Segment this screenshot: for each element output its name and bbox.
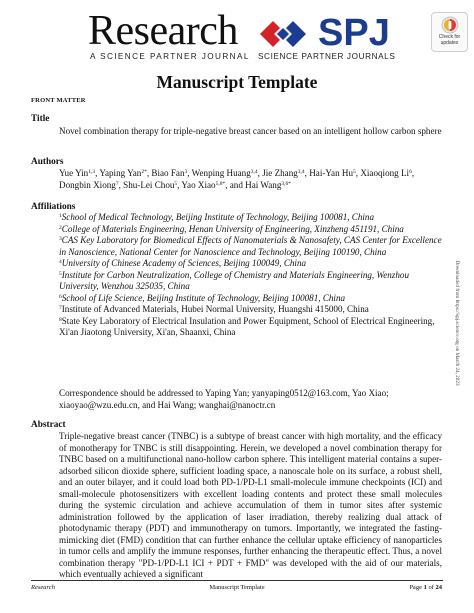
authors-list: Yue Yin$^{1,3}$, Yaping Yan$^{2*}$, Biao Fan$^3$, Wenping Huang$^{3,4}$, Jie Zhang$^{3,4}$, Hai-Yan Hu$^5$, Xiaoqiong Li$^6$, Dongbin Xiong$^7$, Shu-Lei Chou$^5$, Yao Xiao$^{5,8*}$, and Hai Wang$^{3,6*}$ [59,168,415,190]
affiliation-text: Institute of Advanced Materials, Hubei Normal University, Huangshi 415000, China [61,304,369,314]
affiliation-item [59,304,442,316]
affiliation-text: School of Medical Technology, Beijing Institute of Technology, Beijing 100081, China [61,212,375,222]
affiliation-item [59,270,442,293]
author-name: Biao Fan [151,168,185,178]
check-updates-icon [441,16,459,34]
affiliations-list [59,212,442,339]
author-affiliation-mark: 3 [184,169,188,175]
affiliation-item [59,212,442,224]
author-affiliation-mark: 6 [409,169,412,175]
affiliation-item [59,235,442,258]
affiliations-heading: Affiliations [31,202,76,212]
publisher-subtitle: SCIENCE PARTNER JOURNALS [258,52,396,61]
page-current: 1 [423,584,427,591]
author-name: Yao Xiao [181,179,216,190]
author-affiliation-mark: 3,6* [281,180,292,187]
journal-logo: Research [88,8,238,54]
affiliation-text: CAS Key Laboratory for Biomedical Effects of Nanomaterials & Nanosafety, CAS Center for Excellence in Nanoscience, National Center for Nanoscience and Technology, Beijing 100190, China [59,235,442,257]
author-affiliation-mark: 7 [115,180,119,187]
front-matter-label: FRONT MATTER [31,97,86,104]
title-heading: Title [31,114,50,124]
page-of: of [428,584,434,591]
author-name: Jie Zhang [262,168,298,178]
author-affiliation-mark: 5 [353,169,356,175]
author-affiliation-mark: 3,4 [297,169,305,175]
download-note-text: Downloaded from https://spj.science.org on March 24, 2023 [454,260,460,386]
footer-journal: Research [31,584,55,591]
author-name: Shu-Lei Chou [123,179,175,190]
affiliation-number: 8 [59,316,62,323]
correspondence: Correspondence should be addressed to Yaping Yan; yanyaping0512@163.com, Yao Xiao; xiaoyao@wzu.edu.cn, and Hai Wang; wanghai@nanoctr.cn [59,388,389,410]
badge-line-1: Check for [438,34,461,40]
affiliation-item [59,316,442,339]
affiliation-text: State Key Laboratory of Electrical Insulation and Power Equipment, School of Electrical Engineering, Xi'an Jiaotong University, Xi'an, Shaanxi, China [59,315,435,337]
abstract-heading: Abstract [31,420,66,430]
check-for-updates-badge[interactable] [431,12,468,52]
spj-logo-icon [258,18,316,50]
journal-subtitle: A SCIENCE PARTNER JOURNAL [90,52,250,61]
affiliation-text: College of Materials Engineering, Henan University of Engineering, Xinzheng 451191, China [61,223,404,234]
page-total: 24 [435,584,442,591]
author-name: Wenping Huang [191,168,251,178]
footer-divider [31,580,443,581]
badge-line-2: updates [440,39,459,46]
affiliation-number: 6 [59,293,62,300]
article-title: Novel combination therapy for triple-negative breast cancer based on an intelligent hollow carbon sphere [59,126,442,136]
author-affiliation-mark: 3,4 [250,169,258,175]
author-affiliation-mark: 5,8* [215,180,226,187]
author-name: Hai-Yan Hu [309,168,354,178]
page-title: Manuscript Template [156,72,318,92]
download-side-note [452,225,462,425]
author-affiliation-mark: 2* [141,169,147,175]
publisher-logo: SPJ [318,12,390,54]
affiliation-number: 1 [59,213,62,219]
affiliation-number: 4 [59,259,62,265]
affiliation-number: 5 [59,270,62,277]
page-prefix: Page [409,584,422,591]
author-name: Yue Yin [59,168,89,178]
affiliation-item [59,224,442,236]
affiliation-item [59,293,442,305]
abstract-text: Triple-negative breast cancer (TNBC) is a subtype of breast cancer with high mortality, and the efficacy of monotherapy for TNBC is still disappointing. Herein, we developed a novel combination therapy for TNBC based on a multifunctional nano-hollow carbon sphere. This intelligent material contains a super-adsorbed silicon dioxide sphere, sufficient loading space, a nanoscale hole on its surface, a robust shell, and an outer bilayer, and it could load both PD-1/PD-L1 small-molecule immune checkpoints (ICI) and small-molecule photosensitizers with excellent loading contents and protect these small molecules during the systemic circulation and achieve accumulation of them in tumor sites after systemic administration followed by the application of laser irradiation, thereby realizing dual attack of photodynamic therapy (PDT) and immunotherapy on tumors. Importantly, we integrated the fasting-mimicking diet (FMD) condition that can further enhance the cellular uptake efficiency of nanoparticles in tumor cells and amplify the immune responses, further enhancing the therapeutic effect. Thus, a novel combination therapy "PD-1/PD-L1 ICI + PDT + FMD" was developed with the aid of our materials, which eventually achieved a significant [59,431,442,579]
author-name: Dongbin Xiong [59,179,116,190]
affiliation-number: 7 [59,305,62,311]
authors-heading: Authors [31,157,64,167]
author-affiliation-mark: 1,3 [88,169,96,175]
affiliation-number: 3 [59,236,62,242]
affiliation-text: School of Life Science, Beijing Institute of Technology, Beijing 100081, China [61,292,346,303]
footer-doc-title: Manuscript Template [209,584,265,591]
affiliation-item [59,258,442,270]
affiliation-text: Institute for Carbon Neutralization, College of Chemistry and Materials Engineering, Wenzhou University, Wenzhou 325035, China [59,269,409,291]
author-name: Yaping Yan [99,168,142,178]
author-name: Xiaoqiong Li [360,168,410,178]
footer-page-number [330,584,442,591]
author-name: Hai Wang [245,179,282,190]
author-affiliation-mark: 5 [174,180,178,187]
affiliation-number: 2 [59,224,62,231]
affiliation-text: University of Chinese Academy of Sciences, Beijing 100049, China [61,258,307,268]
